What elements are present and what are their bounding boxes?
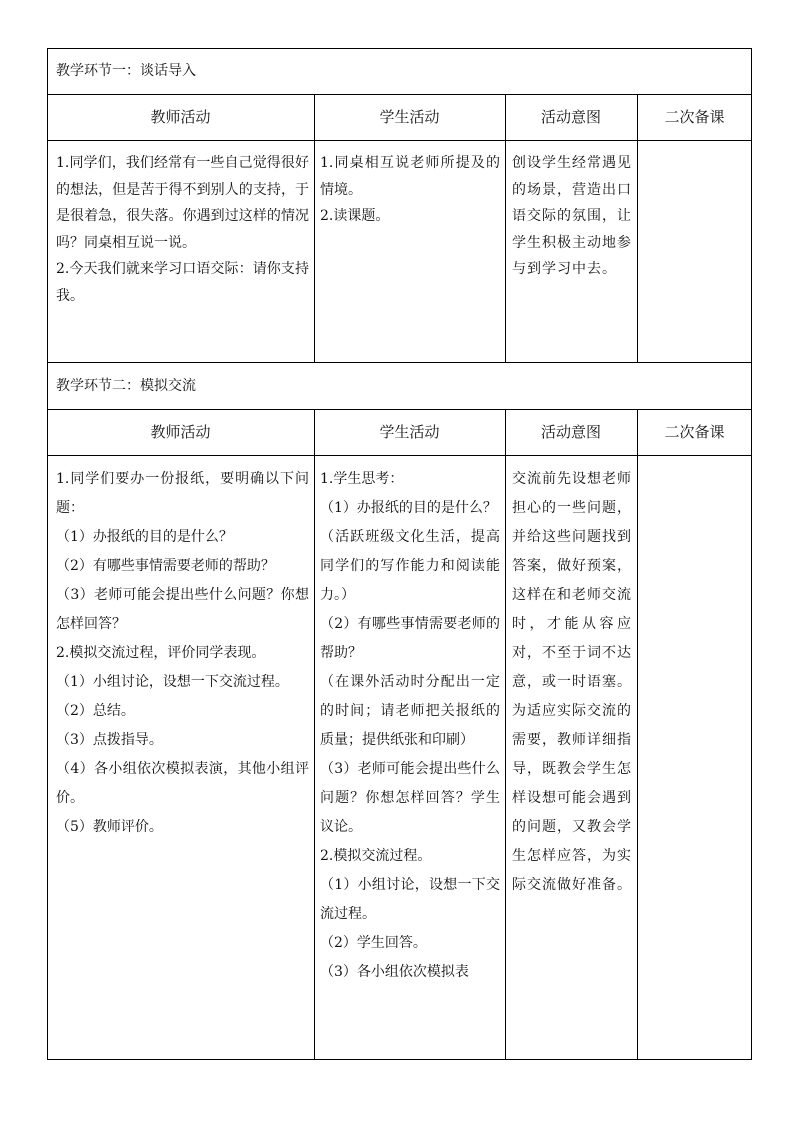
header-teacher-activity: 教师活动 [150, 108, 211, 126]
teacher-step: 2.模拟交流过程，评价同学表现。 [56, 645, 266, 661]
student-step: （3）各小组依次模拟表 [320, 964, 469, 980]
section-2-title: 教学环节二：模拟交流 [56, 378, 196, 394]
column-divider [505, 409, 506, 1060]
student-activity-cell [320, 465, 500, 987]
teacher-step: （2）总结。 [56, 703, 135, 719]
column-divider [314, 409, 315, 1060]
student-step: （3）老师可能会提出些什么问题？你想怎样回答？学生议论。 [320, 761, 500, 835]
student-step: 2.读课题。 [320, 208, 390, 224]
teacher-step: （1）小组讨论，设想一下交流过程。 [56, 674, 289, 690]
student-step: （2）有哪些事情需要老师的帮助？ [320, 616, 500, 661]
column-divider [637, 94, 638, 362]
header-student-activity: 学生活动 [379, 108, 440, 126]
header-teacher-activity: 教师活动 [150, 423, 211, 441]
header-student-activity: 学生活动 [379, 423, 440, 441]
student-activity-cell [320, 150, 500, 230]
student-step: （2）学生回答。 [320, 935, 427, 951]
intent-text: 创设学生经常遇见的场景，营造出口语交际的氛围，让学生积极主动地参与到学习中去。 [512, 155, 632, 277]
student-step: 1.同桌相互说老师所提及的情境。 [320, 155, 500, 198]
row-divider [47, 455, 752, 456]
teacher-step: （4）各小组依次模拟表演，其他小组评价。 [56, 761, 309, 806]
column-divider [637, 409, 638, 1060]
row-divider [47, 409, 752, 410]
teacher-step: （2）有哪些事情需要老师的帮助？ [56, 558, 275, 574]
teacher-activity-cell [56, 465, 309, 842]
teacher-activity-cell [56, 150, 309, 309]
section-1-title: 教学环节一：谈话导入 [56, 63, 196, 79]
row-divider [47, 362, 752, 363]
header-activity-intent: 活动意图 [540, 423, 601, 441]
student-step: （在课外活动时分配出一定的时间；请老师把关报纸的质量；提供纸张和印刷） [320, 674, 500, 748]
student-step: 1.学生思考： [320, 471, 404, 487]
header-second-prep: 二次备课 [664, 423, 725, 441]
student-step: （1）办报纸的目的是什么？ [320, 500, 497, 516]
activity-intent-cell [512, 150, 632, 283]
teacher-step: （3）点拨指导。 [56, 732, 163, 748]
column-divider [505, 94, 506, 362]
row-divider [47, 140, 752, 141]
column-divider [314, 94, 315, 362]
header-activity-intent: 活动意图 [540, 108, 601, 126]
intent-text: 交流前先设想老师担心的一些问题，并给这些问题找到答案，做好预案，这样在和老师交流时，才能从容应对，不至于词不达意，或一时语塞。为适应实际交流的需要，教师详细指导，既教会学生怎样设想可能会遇到的问题，又教会学生怎样应答，为实际交流做好准备。 [512, 471, 632, 893]
teacher-step: （3）老师可能会提出些什么问题？你想怎样回答？ [56, 587, 309, 632]
teacher-step: 1.同学们要办一份报纸，要明确以下问题： [56, 471, 309, 516]
teacher-step: （5）教师评价。 [56, 819, 163, 835]
student-step: （1）小组讨论，设想一下交流过程。 [320, 877, 500, 922]
activity-intent-cell [512, 465, 632, 900]
header-second-prep: 二次备课 [664, 108, 725, 126]
row-divider [47, 94, 752, 95]
student-step: （活跃班级文化生活，提高同学们的写作能力和阅读能力。） [320, 529, 500, 603]
teacher-step: 1.同学们，我们经常有一些自己觉得很好的想法，但是苦于得不到别人的支持，于是很着急，很失落。你遇到过这样的情况吗？同桌相互说一说。 [56, 155, 309, 251]
teacher-step: （1）办报纸的目的是什么？ [56, 529, 233, 545]
student-step: 2.模拟交流过程。 [320, 848, 432, 864]
teacher-step: 2.今天我们就来学习口语交际：请你支持我。 [56, 261, 309, 304]
